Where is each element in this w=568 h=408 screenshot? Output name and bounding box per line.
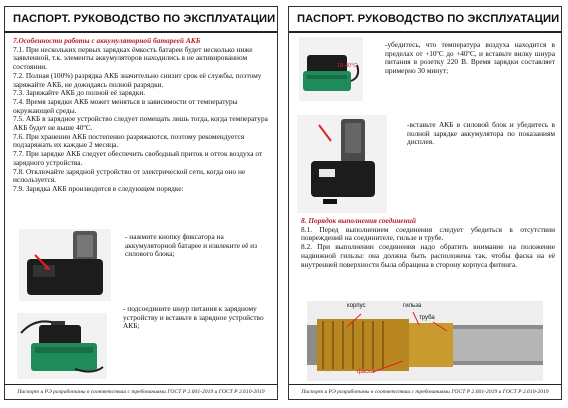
page-footer: Паспорт и РЭ разработаны в соответствии с требованиями ГОСТ Р 2.601-2019 и ГОСТ Р 2.610-2019	[289, 384, 561, 399]
label-pipe: труба	[419, 315, 435, 321]
step-connect-charger: - подсоедините шнур питания к зарядному устройству и вставьте в зарядное устройство АКБ;	[123, 304, 264, 331]
charger-connect-photo	[17, 313, 107, 379]
paragraph-8-1: 8.1. Перед выполнением соединения следует убедиться в отсутствии повреждений на соединителе, гильзе и трубе.	[301, 224, 555, 243]
step-insert-battery: -вставьте АКБ в силовой блок и убедитесь в полной зарядке аккумулятора по показаниям дисплея.	[407, 120, 555, 147]
section-7-title: 7.Особенности работы с аккумуляторной батареей АКБ	[13, 36, 201, 45]
paragraph-7-5: 7.5. АКБ в зарядное устройство следует помещать лишь тогда, когда температура АКБ будет не выше 40ºС.	[13, 114, 268, 133]
battery-removal-photo	[19, 229, 111, 301]
charger-plug-photo	[299, 37, 363, 101]
fitting-diagram	[307, 301, 543, 381]
paragraph-7-4: 7.4. Время зарядки АКБ может меняться в зависимости от температуры окружающей среды.	[13, 96, 238, 115]
left-page	[4, 6, 278, 400]
paragraph-7-6: 7.6. При хранении АКБ постепенно разряжаются, поэтому рекомендуется подзаряжать их каждые 2 месяца.	[13, 131, 245, 150]
battery-insert-photo	[297, 115, 387, 213]
page-header: ПАСПОРТ. РУКОВОДСТВО ПО ЭКСПЛУАТАЦИИ	[5, 7, 277, 33]
step-check-temperature: -убедитесь, что температура воздуха находится в пределах от +10ºС до +40ºС, и вставьте вилку шнура питания в розетку 220 В. Время зарядки составляет примерно 30 минут;	[385, 40, 555, 76]
page-header: ПАСПОРТ. РУКОВОДСТВО ПО ЭКСПЛУАТАЦИИ	[289, 7, 561, 33]
temperature-label: 10-40°C	[337, 63, 358, 69]
label-body: корпус	[347, 303, 366, 309]
paragraph-7-7: 7.7. При зарядке АКБ следует обеспечить свободный приток и отток воздуха от зарядного устройства.	[13, 149, 263, 167]
paragraph-7-8: 7.8. Отключайте зарядной устройство от электрической сети, когда оно не используется.	[13, 166, 246, 185]
section-8-text	[301, 217, 555, 269]
page-footer: Паспорт и РЭ разработаны в соответствии с требованиями ГОСТ Р 2.601-2019 и ГОСТ Р 2.610-2019	[5, 384, 277, 399]
paragraph-7-1: 7.1. При нескольких первых зарядках ёмкость батареи будет несколько ниже заявленной, т.к. элементы аккумуляторов находились в не активированном состоянии.	[13, 44, 253, 72]
label-sleeve: гильза	[403, 303, 422, 309]
section-8-title: 8. Порядок выполнения соединений	[301, 216, 416, 225]
paragraph-8-2: 8.2. При выполнении соединения надо обратить внимание на положение надвижной гильзы: она должна быть расположена так, чтобы фаска на её внутренней поверхности была обращена в сторону корпуса фитинга.	[301, 242, 555, 269]
paragraph-7-3: 7.3. Заряжайте АКБ до полной её зарядки.	[13, 88, 146, 98]
step-remove-battery: - нажмите кнопку фиксатора на аккумуляторной батарее и извлеките её из силового блока;	[125, 232, 258, 259]
section-7-text	[13, 37, 269, 194]
paragraph-7-2: 7.2. Полная (100%) разрядка АКБ значительно снизит срок её службы, поэтому заряжайте АКБ, не дожидаясь полной разрядки.	[13, 70, 262, 89]
paragraph-7-9: 7.9. Зарядка АКБ производится в следующем порядке:	[13, 183, 184, 193]
label-chamfer: фаска	[357, 369, 375, 375]
right-page	[288, 6, 562, 400]
